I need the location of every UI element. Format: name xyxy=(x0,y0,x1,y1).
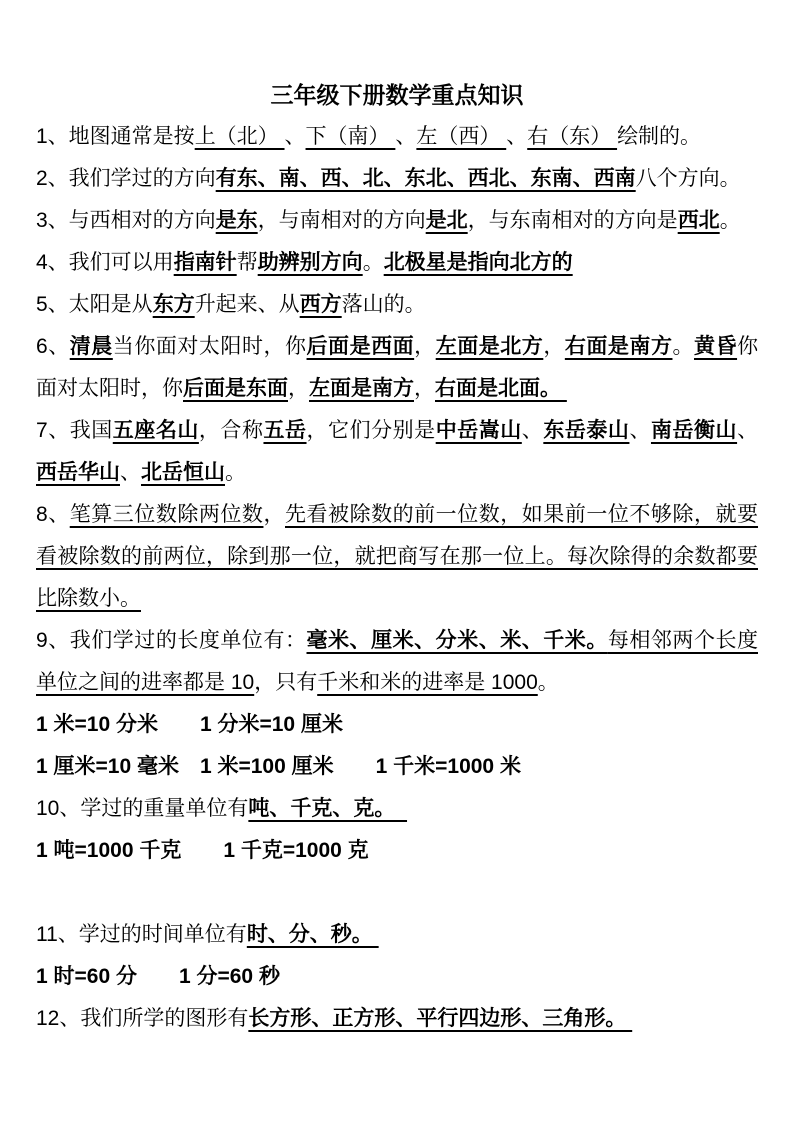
text-run: 后面是东面 xyxy=(183,377,288,400)
text-run: 中岳嵩山 xyxy=(435,419,522,442)
text-run: ， xyxy=(414,377,435,400)
text-run: 7、我国 xyxy=(36,419,113,442)
text-run: 1 吨=1000 千克 1 千克=1000 克 xyxy=(36,839,369,862)
text-run: 。 xyxy=(719,209,741,232)
text-run: 升起来、从 xyxy=(194,293,300,316)
text-run: 先看被除数的前一位数，如果前一位不够除，就要看被除数的前两位，除到那一位，就把商写在那一位上。每次除得的余数都要比除数小。 xyxy=(36,503,759,610)
document-title: 三年级下册数学重点知识 xyxy=(270,82,524,108)
text-run: 、 xyxy=(120,461,141,484)
text-run: 黄昏 xyxy=(694,335,738,358)
text-run: 右面是北面。 xyxy=(435,377,567,400)
text-run: ，它们分别是 xyxy=(306,419,436,442)
text-run: 后面是西面 xyxy=(306,335,415,358)
item-3 xyxy=(36,200,758,242)
text-run: 、 xyxy=(395,125,417,148)
item-7 xyxy=(36,410,758,494)
text-run: 9、我们学过的长度单位有： xyxy=(36,629,307,652)
text-run: 落山的。 xyxy=(341,293,426,316)
text-run: 右（东） xyxy=(527,125,618,148)
text-run: 是东 xyxy=(215,209,258,232)
item-9 xyxy=(36,620,758,704)
text-run: ，与东南相对的方向是 xyxy=(467,209,678,232)
text-run: 2、我们学过的方向 xyxy=(36,167,216,190)
text-run: 北岳恒山 xyxy=(141,461,225,484)
length-conversions-2 xyxy=(36,746,758,788)
text-run: 指南针 xyxy=(173,251,237,274)
text-run: 北极星是指向北方的 xyxy=(383,251,573,274)
text-run: ， xyxy=(414,335,436,358)
text-run: 长方形、正方形、平行四边形、三角形。 xyxy=(248,1007,633,1030)
text-run: 有东、南、西、北、东北、西北、东南、西南 xyxy=(215,167,636,190)
item-1 xyxy=(36,116,758,158)
text-run: 是北 xyxy=(425,209,468,232)
text-run: 东方 xyxy=(152,293,195,316)
text-run: ，只有 xyxy=(254,671,318,694)
item-10 xyxy=(36,788,758,830)
text-run: 1 厘米=10 毫米 1 米=100 厘米 1 千米=1000 米 xyxy=(36,755,521,778)
text-run: 五座名山 xyxy=(112,419,199,442)
text-run: 8、 xyxy=(36,503,70,526)
text-run: 东岳泰山 xyxy=(543,419,630,442)
text-run: 1 米=10 分米 1 分米=10 厘米 xyxy=(36,713,343,736)
length-conversions-1 xyxy=(36,704,758,746)
text-run: 5、太阳是从 xyxy=(36,293,153,316)
text-run: 。 xyxy=(537,671,559,694)
text-run: 10、学过的重量单位有 xyxy=(36,797,249,820)
item-8 xyxy=(36,494,758,620)
text-run: 。 xyxy=(672,335,694,358)
text-run: 每相邻两个长度单位之间的进率都是 10 xyxy=(36,629,758,694)
text-run: ， xyxy=(288,377,309,400)
weight-conversions xyxy=(36,830,758,872)
text-run: 、 xyxy=(284,125,306,148)
text-run: 4、我们可以用 xyxy=(36,251,174,274)
item-2 xyxy=(36,158,758,200)
text-run: 清晨 xyxy=(69,335,113,358)
text-run: 左面是南方 xyxy=(309,377,414,400)
text-run: 上（北） xyxy=(194,125,285,148)
text-run: 吨、千克、克。 xyxy=(248,797,408,820)
text-run: 左（西） xyxy=(416,125,507,148)
item-4 xyxy=(36,242,758,284)
text-run: 左面是北方 xyxy=(435,335,544,358)
text-run: 、 xyxy=(521,419,544,442)
text-run: 12、我们所学的图形有 xyxy=(36,1007,249,1030)
text-run: 1、地图通常是按 xyxy=(36,125,195,148)
text-run: 时、分、秒。 xyxy=(246,923,379,946)
text-run: 你面对太阳时，你 xyxy=(36,335,759,400)
text-run: 6、 xyxy=(36,335,70,358)
text-run: 3、与西相对的方向 xyxy=(36,209,216,232)
item-11 xyxy=(36,914,758,956)
text-run: 1 时=60 分 1 分=60 秒 xyxy=(36,965,280,988)
text-run: 笔算三位数除两位数 xyxy=(69,503,264,526)
item-12 xyxy=(36,998,758,1040)
text-run: 绘制的。 xyxy=(617,125,702,148)
text-run: 。 xyxy=(362,251,384,274)
blank-line xyxy=(36,872,758,914)
text-run: 帮 xyxy=(236,251,258,274)
text-run: ， xyxy=(263,503,285,526)
time-conversions xyxy=(36,956,758,998)
text-run: 11、学过的时间单位有 xyxy=(36,923,247,946)
text-run: ， xyxy=(543,335,565,358)
text-run: 当你面对太阳时，你 xyxy=(112,335,307,358)
text-run: 助辨别方向 xyxy=(257,251,363,274)
text-run: 、 xyxy=(737,419,759,442)
item-5 xyxy=(36,284,758,326)
item-6 xyxy=(36,326,758,410)
text-run: ，与南相对的方向 xyxy=(257,209,426,232)
text-run: 、 xyxy=(629,419,651,442)
text-run: ，合称 xyxy=(198,419,264,442)
text-run: 南岳衡山 xyxy=(650,419,738,442)
text-run: 千米和米的进率是 1000 xyxy=(317,671,538,694)
text-run: 西岳华山 xyxy=(36,461,120,484)
text-run: 、 xyxy=(506,125,528,148)
text-run: 西北 xyxy=(677,209,720,232)
text-run: 下（南） xyxy=(305,125,396,148)
text-run: 。 xyxy=(225,461,246,484)
document-body xyxy=(36,116,758,1040)
text-run: 毫米、厘米、分米、米、千米。 xyxy=(306,629,608,652)
text-run: 八个方向。 xyxy=(635,167,741,190)
text-run: 右面是南方 xyxy=(564,335,673,358)
text-run: 西方 xyxy=(299,293,342,316)
text-run: 五岳 xyxy=(263,419,307,442)
